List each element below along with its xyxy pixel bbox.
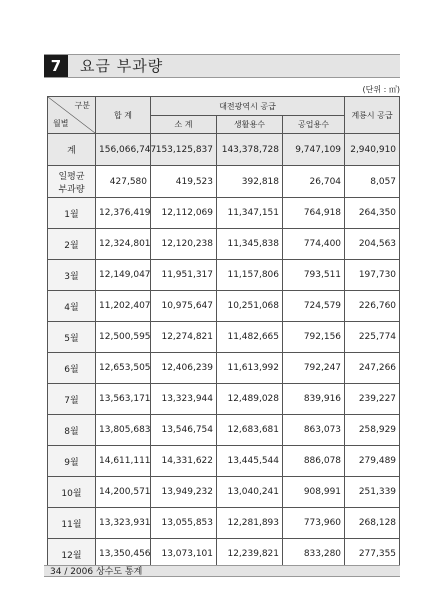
cell-industrial: 839,916 (283, 384, 345, 415)
cell-gyeryong: 277,355 (345, 539, 400, 570)
cell-total: 427,580 (96, 166, 151, 198)
cell-industrial: 793,511 (283, 260, 345, 291)
chapter-number: 7 (44, 55, 68, 77)
cell-living: 12,683,681 (217, 415, 283, 446)
cell-subtotal: 13,055,853 (151, 508, 217, 539)
row-label: 7월 (48, 384, 96, 415)
table-row (48, 446, 400, 477)
cell-total: 14,611,111 (96, 446, 151, 477)
cell-industrial: 26,704 (283, 166, 345, 198)
table-row (48, 229, 400, 260)
cell-living: 11,347,151 (217, 198, 283, 229)
cell-living: 12,281,893 (217, 508, 283, 539)
cell-total: 12,500,595 (96, 322, 151, 353)
row-label: 6월 (48, 353, 96, 384)
cell-total: 12,653,505 (96, 353, 151, 384)
cell-industrial: 792,247 (283, 353, 345, 384)
cell-living: 392,818 (217, 166, 283, 198)
cell-total: 12,149,047 (96, 260, 151, 291)
billing-volume-table (47, 96, 400, 570)
cell-subtotal: 13,546,754 (151, 415, 217, 446)
cell-gyeryong: 279,489 (345, 446, 400, 477)
cell-gyeryong: 268,128 (345, 508, 400, 539)
cell-gyeryong: 239,227 (345, 384, 400, 415)
cell-industrial: 9,747,109 (283, 134, 345, 166)
corner-bottom-label: 월별 (53, 119, 69, 128)
cell-subtotal: 12,274,821 (151, 322, 217, 353)
table-row (48, 291, 400, 322)
cell-gyeryong: 264,350 (345, 198, 400, 229)
cell-gyeryong: 251,339 (345, 477, 400, 508)
cell-gyeryong: 2,940,910 (345, 134, 400, 166)
cell-living: 13,445,544 (217, 446, 283, 477)
cell-industrial: 792,156 (283, 322, 345, 353)
cell-industrial: 886,078 (283, 446, 345, 477)
cell-gyeryong: 204,563 (345, 229, 400, 260)
table-row (48, 198, 400, 229)
cell-subtotal: 13,323,944 (151, 384, 217, 415)
cell-living: 11,482,665 (217, 322, 283, 353)
cell-subtotal: 153,125,837 (151, 134, 217, 166)
row-label: 계 (48, 134, 96, 166)
cell-subtotal: 14,331,622 (151, 446, 217, 477)
chapter-header (44, 54, 400, 78)
cell-living: 12,489,028 (217, 384, 283, 415)
cell-total: 12,376,419 (96, 198, 151, 229)
cell-total: 13,563,171 (96, 384, 151, 415)
chapter-title: 요금 부과량 (80, 57, 164, 75)
cell-total: 13,805,683 (96, 415, 151, 446)
table-row (48, 166, 400, 198)
cell-industrial: 833,280 (283, 539, 345, 570)
cell-industrial: 774,400 (283, 229, 345, 260)
cell-subtotal: 12,406,239 (151, 353, 217, 384)
row-label: 9월 (48, 446, 96, 477)
cell-subtotal: 12,120,238 (151, 229, 217, 260)
table-row (48, 415, 400, 446)
table-row (48, 508, 400, 539)
row-label: 2월 (48, 229, 96, 260)
cell-living: 11,613,992 (217, 353, 283, 384)
table-row (48, 260, 400, 291)
cell-subtotal: 10,975,647 (151, 291, 217, 322)
cell-subtotal: 11,951,317 (151, 260, 217, 291)
row-label: 1월 (48, 198, 96, 229)
cell-industrial: 724,579 (283, 291, 345, 322)
cell-industrial: 908,991 (283, 477, 345, 508)
col-gyeryong-header: 계룡시 공급 (345, 97, 400, 134)
cell-total: 13,350,456 (96, 539, 151, 570)
unit-label: (단위 : ㎥) (362, 85, 400, 94)
cell-industrial: 863,073 (283, 415, 345, 446)
col-living-header: 생활용수 (217, 116, 283, 134)
table-row (48, 384, 400, 415)
table-row (48, 134, 400, 166)
row-label: 5월 (48, 322, 96, 353)
cell-total: 156,066,747 (96, 134, 151, 166)
col-industrial-header: 공업용수 (283, 116, 345, 134)
cell-total: 11,202,407 (96, 291, 151, 322)
cell-industrial: 764,918 (283, 198, 345, 229)
cell-living: 11,157,806 (217, 260, 283, 291)
row-label: 10월 (48, 477, 96, 508)
cell-living: 13,040,241 (217, 477, 283, 508)
corner-header (48, 97, 96, 134)
cell-gyeryong: 226,760 (345, 291, 400, 322)
row-label: 4월 (48, 291, 96, 322)
page-footer: 34 / 2006 상수도 통계 (44, 565, 400, 577)
cell-gyeryong: 258,929 (345, 415, 400, 446)
cell-living: 11,345,838 (217, 229, 283, 260)
col-total-header: 합 계 (96, 97, 151, 134)
row-label: 12월 (48, 539, 96, 570)
corner-top-label: 구분 (74, 101, 90, 110)
table-row (48, 477, 400, 508)
cell-total: 14,200,571 (96, 477, 151, 508)
cell-living: 12,239,821 (217, 539, 283, 570)
cell-subtotal: 13,949,232 (151, 477, 217, 508)
row-label: 3월 (48, 260, 96, 291)
cell-gyeryong: 8,057 (345, 166, 400, 198)
cell-subtotal: 419,523 (151, 166, 217, 198)
col-group-header: 대전광역시 공급 (151, 97, 345, 116)
cell-subtotal: 13,073,101 (151, 539, 217, 570)
row-label: 11월 (48, 508, 96, 539)
table-row (48, 353, 400, 384)
cell-living: 143,378,728 (217, 134, 283, 166)
cell-gyeryong: 225,774 (345, 322, 400, 353)
row-label: 8월 (48, 415, 96, 446)
col-subtotal-header: 소 계 (151, 116, 217, 134)
cell-gyeryong: 197,730 (345, 260, 400, 291)
row-label: 일평균 부과량 (48, 166, 96, 198)
cell-total: 12,324,801 (96, 229, 151, 260)
cell-gyeryong: 247,266 (345, 353, 400, 384)
cell-living: 10,251,068 (217, 291, 283, 322)
cell-total: 13,323,931 (96, 508, 151, 539)
table-row (48, 322, 400, 353)
cell-industrial: 773,960 (283, 508, 345, 539)
cell-subtotal: 12,112,069 (151, 198, 217, 229)
